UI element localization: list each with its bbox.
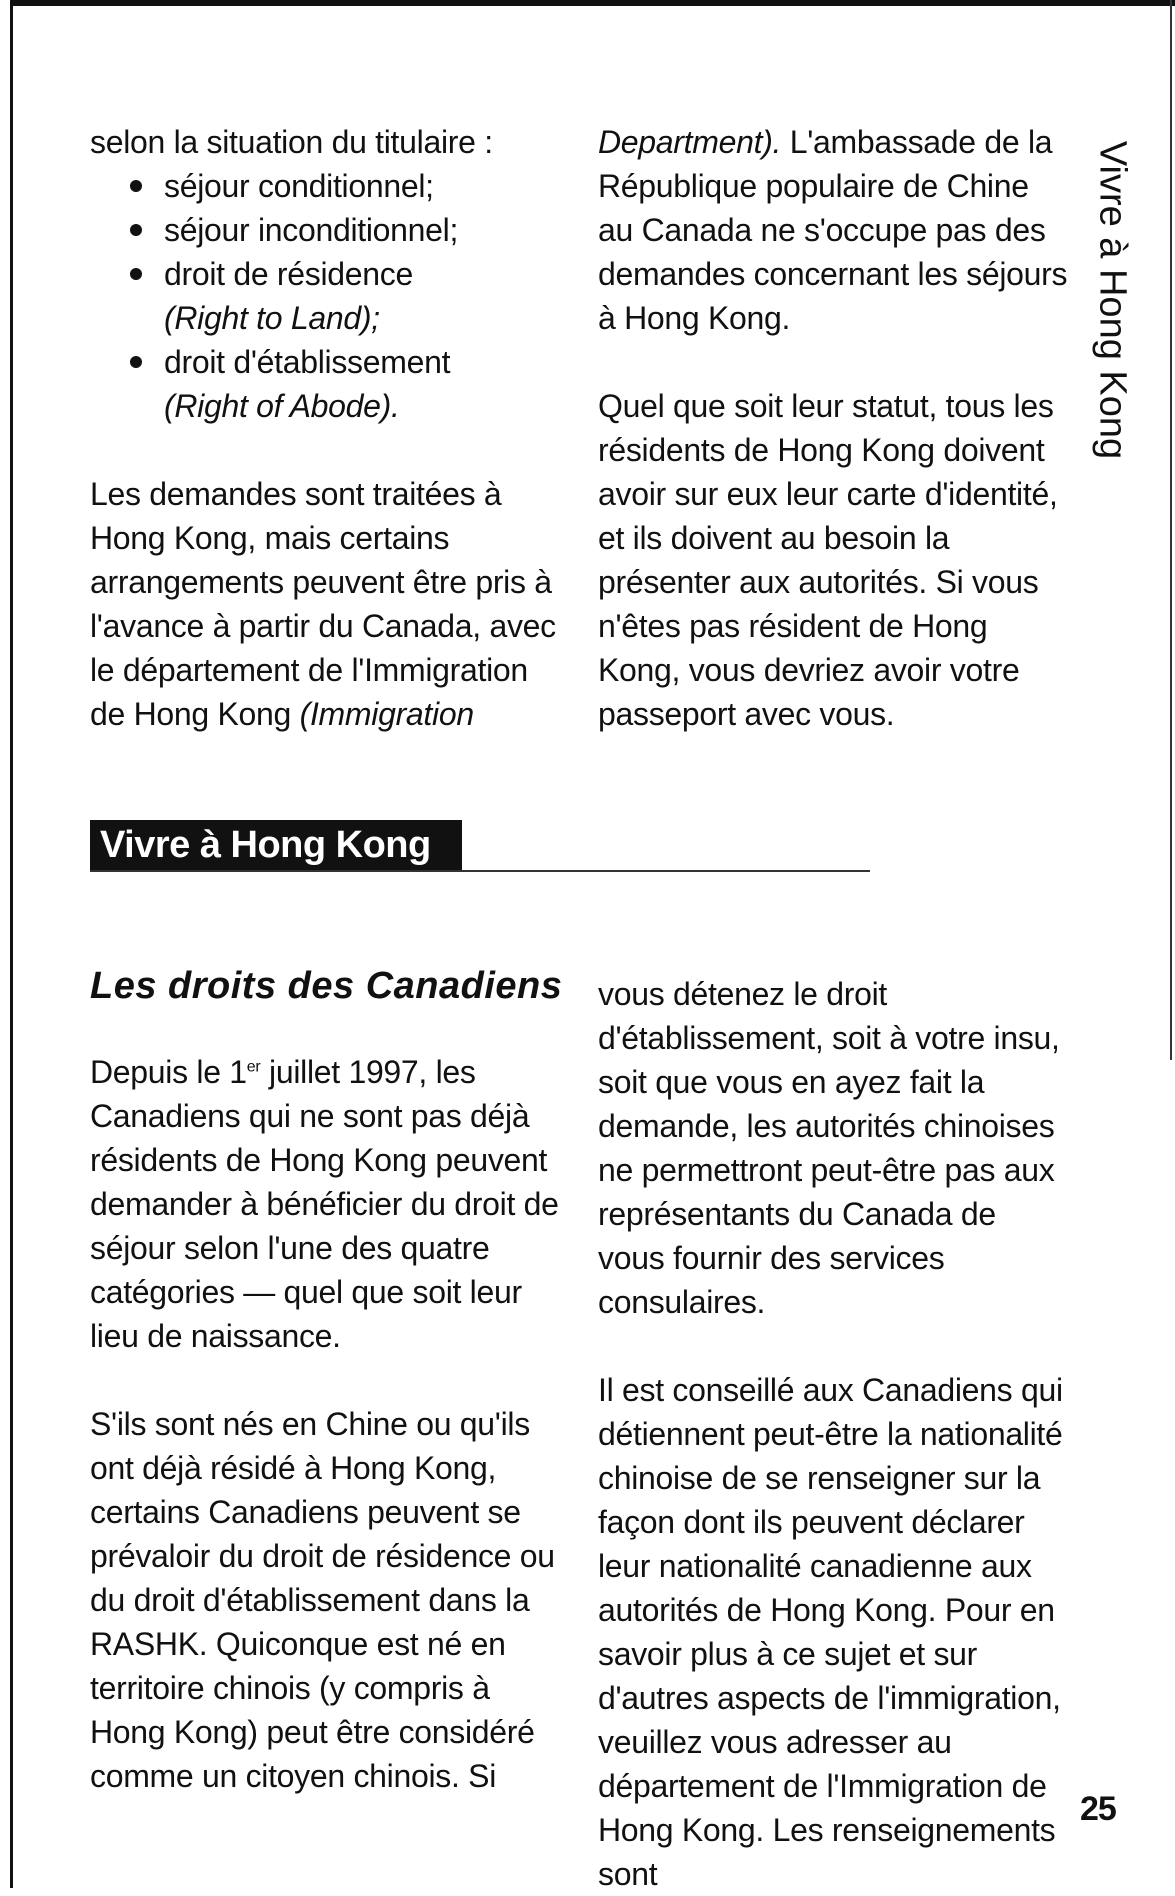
bottom-right-column [598, 972, 1068, 1896]
page-number: 25 [1080, 1790, 1116, 1828]
side-section-tab: Vivre à Hong Kong [1091, 140, 1134, 460]
list-item: droit d'établissement (Right of Abode). [130, 340, 570, 428]
rights-paragraph: Depuis le 1er juillet 1997, les Canadiens qui ne sont pas déjà résidents de Hong Kong peuvent demander à bénéficier du droit de séjour selon l'une des quatre catégories — quel que soit leur lieu de naissance. [90, 1054, 559, 1354]
page-right-rule [1170, 0, 1172, 1060]
birthplace-paragraph: S'ils sont nés en Chine ou qu'ils ont déjà résidé à Hong Kong, certains Canadiens peuvent se prévaloir du droit de résidence ou du droit d'établissement dans la RASHK. Quiconque est né en territoire chinois (y compris à Hong Kong) peut être considéré comme un citoyen chinois. Si [90, 1406, 555, 1794]
bottom-left-column [90, 962, 570, 1798]
status-list [90, 164, 570, 428]
top-left-column [90, 120, 570, 736]
page-top-border [10, 0, 1175, 6]
identity-card-paragraph: Quel que soit leur statut, tous les résidents de Hong Kong doivent avoir sur eux leur carte d'identité, et ils doivent au besoin la présenter aux autorités. Si vous n'êtes pas résident de Hong Kong, vous devriez avoir votre passeport avec vous. [598, 388, 1058, 732]
list-item: séjour conditionnel; [130, 164, 570, 208]
section-banner: Vivre à Hong Kong [90, 820, 462, 870]
embassy-paragraph: Department). L'ambassade de la République populaire de Chine au Canada ne s'occupe pas des demandes concernant les séjours à Hong Kong. [598, 124, 1068, 336]
page-left-border [10, 0, 13, 1888]
consular-paragraph: vous détenez le droit d'établissement, soit à votre insu, soit que vous en ayez fait la demande, les autorités chinoises ne permettront peut-être pas aux représentants du Canada de vous fournir des services consulaires. [598, 976, 1060, 1320]
list-item: droit de résidence (Right to Land); [130, 252, 570, 340]
section-subheading: Les droits des Canadiens [90, 965, 563, 1007]
status-intro: selon la situation du titulaire : [90, 124, 493, 160]
processing-paragraph: Les demandes sont traitées à Hong Kong, mais certains arrangements peuvent être pris à l'avance à partir du Canada, avec le département de l'Immigration de Hong Kong (Immigration [90, 476, 556, 732]
nationality-paragraph: Il est conseillé aux Canadiens qui détiennent peut-être la nationalité chinoise de se renseigner sur la façon dont ils peuvent déclarer leur nationalité canadienne aux autorités de Hong Kong. Pour en savoir plus à ce sujet et sur d'autres aspects de l'immigration, veuillez vous adresser au département de l'Immigration de Hong Kong. Les renseignements sont [598, 1372, 1063, 1892]
top-right-column [598, 120, 1068, 736]
section-rule [90, 870, 870, 872]
list-item: séjour inconditionnel; [130, 208, 570, 252]
